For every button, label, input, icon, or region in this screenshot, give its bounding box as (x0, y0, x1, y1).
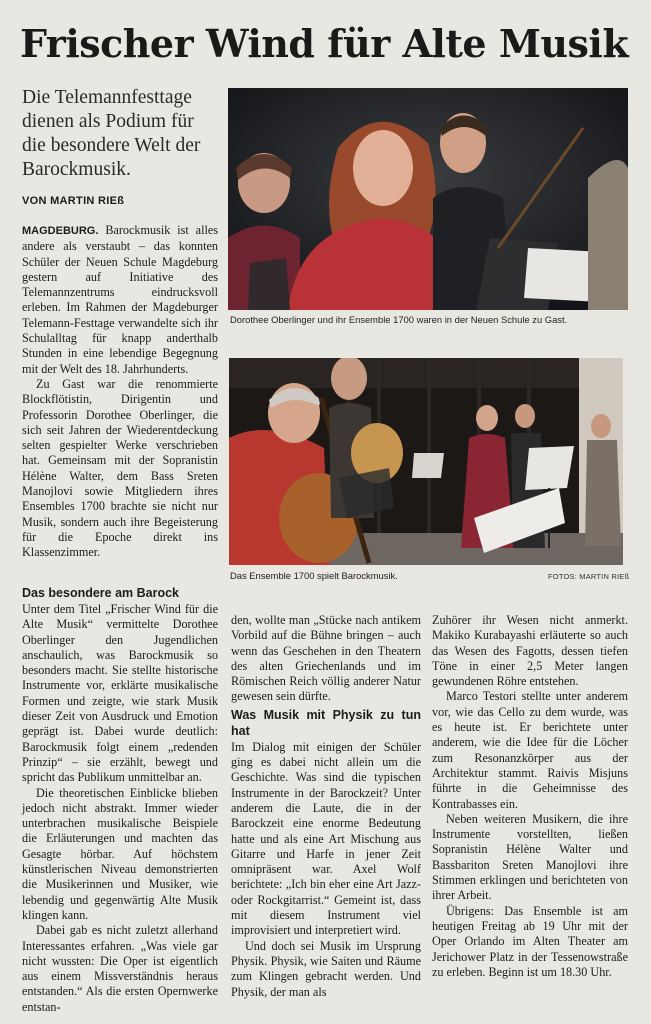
subheadline: Die Telemannfesttage dienen als Podium für die besondere Welt der Barockmusik. (22, 87, 201, 180)
section-heading-barock: Das besondere am Barock (22, 586, 180, 600)
dateline: MAGDEBURG. (22, 225, 99, 237)
paragraph-4: Die theoretischen Einblicke blieben jedoch nicht abstrakt. Immer wieder unterbrachen musikalische Beispiele die Erläuterungen und machten das Gesagte hörbar. Auf höchstem künstlerischen Niveau demonstrierten die Musikerinnen und Musiker, wie lebendig und gegenwärtig Alte Musik klingen kann. (22, 785, 218, 922)
paragraph-5: Dabei gab es nicht zuletzt allerhand Interessantes erfahren. „Was viele gar nicht wussten: Die Oper ist eigentlich aus einem Missverständnis heraus entstanden.“ Als die ersten Opernwerke entstan- (22, 923, 218, 1014)
byline: VON MARTIN RIEß (22, 195, 125, 207)
article-column-1-bottom (22, 583, 218, 1015)
paragraph-12: Übrigens: Das Ensemble ist am heutigen Freitag ab 19 Uhr mit der Oper Orlando im Alten Theater am Jerichower Platz in der Tessenowstraße zu erleben. Beginn ist um 18.30 Uhr. (432, 903, 628, 979)
article-column-1-top (22, 223, 218, 561)
paragraph-7: Im Dialog mit einigen der Schüler ging es dabei nicht allein um die Geschichte. Was sind die typischen Instrumente in der Barockzeit? Unter anderem die Laute, die in der Barockzeit eine enorme Bedeutung hatte und als eine Art Mischung aus Gitarre und Harfe in jener Zeit omnipräsent war. Axel Wolf berichtete: „Ich bin eher eine Art Jazz- oder Rockgitarrist.“ Gemeint ist, dass mit diesem Instrument viel improvisiert und interpretiert wird. (231, 739, 421, 938)
photo-caption-2: Das Ensemble 1700 spielt Barockmusik. (230, 570, 398, 581)
section-heading-physik: Was Musik mit Physik zu tun hat (231, 707, 421, 738)
paragraph-10: Marco Testori stellte unter anderem vor, wie das Cello zu dem wurde, was es heute ist. Er berichtete unter anderem, wie die Idee für die Löcher zum Resonanzkörper aus der Architektur stammt. Raivis Misjuns führte in die Geheimnisse des Kontrabasses ein. (432, 689, 628, 811)
article-column-3 (432, 613, 628, 980)
paragraph-11: Neben weiteren Musikern, die ihre Instrumente vorstellten, ließen Sopranistin Hélène Walter und Bassbariton Sreten Manojlovi ihre Stimmen erklingen und berichteten von ihrer Arbeit. (432, 811, 628, 903)
paragraph-1-text: Barockmusik ist alles andere als verstaubt – das konnten Schüler der Neuen Schule Magdeburg gestern auf Initiative des Telemannzentrums eindrucksvoll erleben. Im Rahmen der Magdeburger Telemann-Festtage verwandelte sich ihr Schulalltag für knapp anderthalb Stunden in eine lebendige Begegnung mit der Welt des 18. Jahrhunderts. (22, 223, 218, 376)
paragraph-6: den, wollte man „Stücke nach antikem Vorbild auf die Bühne bringen – auch wenn das Geschehen in den Theatern des alten Griechenlands und im Römischen Reich völlig anderer Natur gewesen sein dürfte. (231, 613, 421, 704)
paragraph-3: Unter dem Titel „Frischer Wind für die Alte Musik“ vermittelte Dorothee Oberlinger den Jugendlichen anschaulich, was Barockmusik so besonders macht. Sie stellte historische Instrumente vor, erklärte musikalische Formen und zeigte, wie stark Musik dieser Zeit von Ausdruck und Emotion geprägt ist. Dabei wurde deutlich: Barockmusik folgt einem „redenden Prinzip“ – sie erzählt, bewegt und spricht das Publikum unmittelbar an. (22, 602, 218, 785)
photo-ensemble-portrait (228, 88, 628, 310)
paragraph-2: Zu Gast war die renommierte Blockflötistin, Dirigentin und Professorin Dorothee Oberlinger, die sich seit Jahren der Wiederentdeckung selten gespielter Werke verschrieben hat. Gemeinsam mit der Sopranistin Hélène Walter, dem Bass Sreten Manojlovi sowie Mitgliedern ihres Ensembles 1700 brachte sie nicht nur Musik, sondern auch ihre Begeisterung für die Epoche direkt ins Klassenzimmer. (22, 376, 218, 560)
paragraph-1 (22, 223, 218, 377)
article-column-2 (231, 613, 421, 1000)
photo-ensemble-performance (229, 358, 623, 565)
paragraph-9: Zuhörer ihr Wesen nicht anmerkt. Makiko Kurabayashi erläuterte so auch das Wesen des Fagotts, dessen tiefen Töne in einer 2,5 Meter langen gewundenen Röhre entstehen. (432, 613, 628, 689)
photo-caption-1: Dorothee Oberlinger und ihr Ensemble 1700 waren in der Neuen Schule zu Gast. (230, 314, 568, 325)
photo-credit: FOTOS: MARTIN RIEß (548, 572, 630, 581)
headline: Frischer Wind für Alte Musik (20, 21, 629, 66)
paragraph-8: Und doch sei Musik im Ursprung Physik. Physik, wie Saiten und Räume zum Klingen gebracht werden. Und Physik, der man als (231, 938, 421, 999)
